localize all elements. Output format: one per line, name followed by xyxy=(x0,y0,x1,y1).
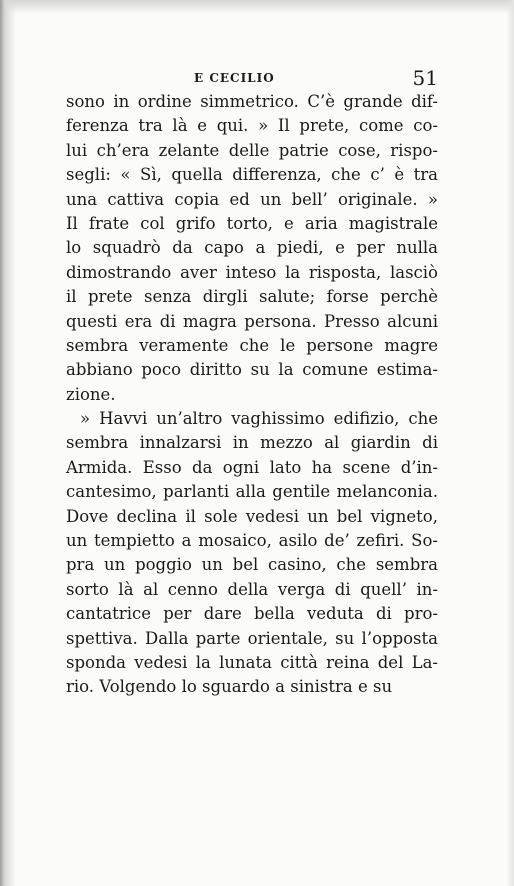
text-line: dimostrando aver inteso la risposta, lasciò xyxy=(66,262,438,282)
text-line: lui ch’era zelante delle patrie cose, rispo- xyxy=(66,140,438,160)
text-line: Il frate col grifo torto, e aria magistrale xyxy=(66,213,438,233)
text-line: sono in ordine simmetrico. C’è grande dif- xyxy=(66,92,438,111)
text-line: segli: « Sì, quella differenza, che c’ è tra xyxy=(66,165,438,185)
body-text xyxy=(66,90,438,700)
page-edge-right xyxy=(506,0,514,886)
text-line: cantesimo, parlanti alla gentile melanconia. xyxy=(66,482,438,502)
text-line: rio. Volgendo lo sguardo a sinistra e su xyxy=(66,677,393,697)
text-line: una cattiva copia ed un bell’ originale. » xyxy=(66,189,438,209)
text-line: sembra veramente che le persone magre xyxy=(66,335,438,355)
text-line: Armida. Esso da ogni lato ha scene d’in- xyxy=(66,457,438,477)
text-line: spettiva. Dalla parte orientale, su l’opposta xyxy=(66,628,438,648)
page-edge-top xyxy=(0,0,514,14)
text-line: Dove declina il sole vedesi un bel vigneto, xyxy=(66,506,438,526)
running-head: E CECILIO xyxy=(194,71,275,85)
text-line: abbiano poco diritto su la comune estima- xyxy=(66,360,438,380)
text-line: zione. xyxy=(66,384,116,404)
page-number: 51 xyxy=(412,66,438,90)
text-line: sorto là al cenno della verga di quell’ in- xyxy=(66,579,438,599)
text-line: sembra innalzarsi in mezzo al giardin di xyxy=(66,433,438,453)
text-line: ferenza tra là e qui. » Il prete, come co- xyxy=(66,116,438,136)
text-line: questi era di magra persona. Presso alcuni xyxy=(66,311,438,331)
text-line: lo squadrò da capo a piedi, e per nulla xyxy=(66,238,438,258)
text-line: pra un poggio un bel casino, che sembra xyxy=(66,555,438,575)
text-line: un tempietto a mosaico, asilo de’ zefiri. So- xyxy=(66,531,438,551)
page-edge-left xyxy=(0,0,16,886)
text-line: il prete senza dirgli salute; forse perchè xyxy=(66,287,438,307)
text-line: cantatrice per dare bella veduta di pro- xyxy=(66,604,438,624)
page-header xyxy=(66,66,438,90)
text-line: sponda vedesi la lunata città reina del La- xyxy=(66,652,438,672)
text-line: » Havvi un’altro vaghissimo edifizio, che xyxy=(80,409,438,429)
